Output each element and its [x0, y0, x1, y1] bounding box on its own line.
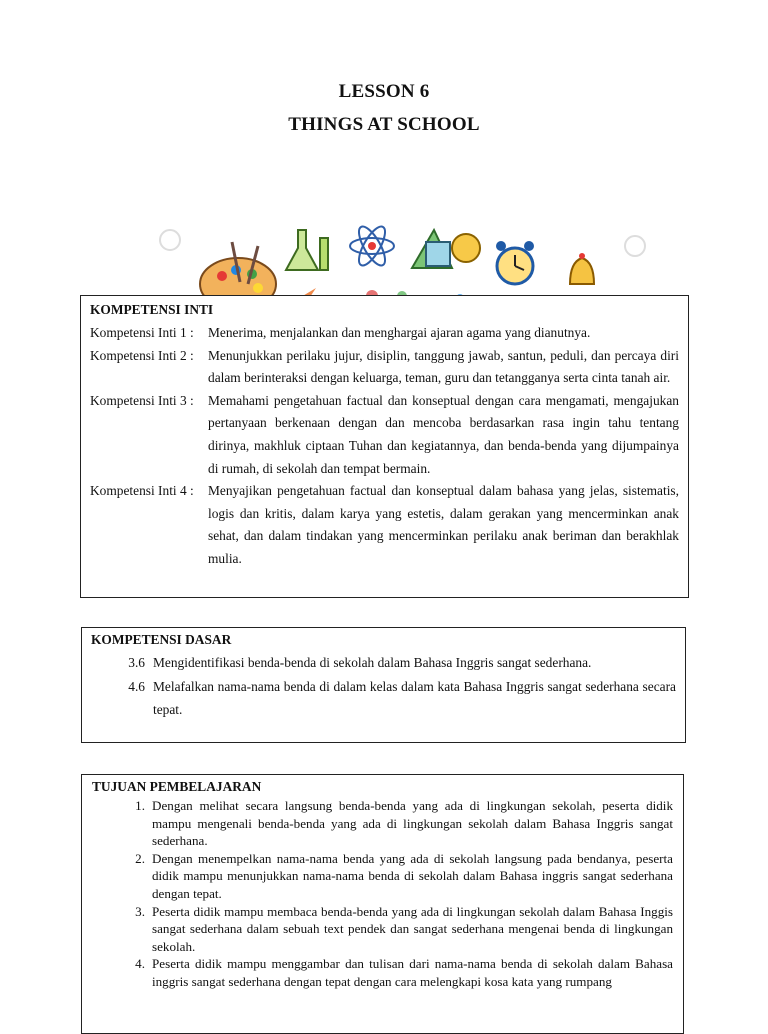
lesson-number: LESSON 6	[338, 81, 430, 102]
tujuan-item	[92, 903, 673, 956]
kompetensi-inti-item	[90, 480, 679, 570]
tujuan-item	[92, 850, 673, 903]
kd-text: Mengidentifikasi benda-benda di sekolah dalam Bahasa Inggris sangat sederhana.	[153, 655, 592, 670]
lesson-title: THINGS AT SCHOOL	[288, 114, 480, 135]
tp-number: 3.	[135, 903, 145, 919]
tujuan-item	[92, 797, 673, 850]
ki-text: Menerima, menjalankan dan menghargai ajaran agama yang dianutnya.	[208, 325, 591, 340]
tp-number: 2.	[135, 850, 145, 866]
kd-text: Melafalkan nama-nama benda di dalam kelas dalam kata Bahasa Inggris sangat sederhana secara tepat.	[153, 679, 676, 717]
kompetensi-dasar-box	[81, 627, 686, 743]
kompetensi-dasar-heading: KOMPETENSI DASAR	[91, 632, 232, 647]
kompetensi-inti-item	[90, 345, 679, 390]
kompetensi-inti-item	[90, 390, 679, 480]
ki-label: Kompetensi Inti 4 :	[90, 483, 194, 499]
kd-number: 3.6	[128, 655, 145, 670]
kompetensi-dasar-item	[91, 651, 676, 674]
tp-text: Peserta didik mampu membaca benda-benda yang ada di lingkungan sekolah dalam Bahasa Inggis sangat sederhana dalam sebuah text pendek dan sangat sederhana mengenai benda di lingkungan sekolah.	[152, 903, 673, 954]
kompetensi-dasar-item	[91, 675, 676, 721]
bell-icon	[570, 253, 594, 284]
ki-text: Menunjukkan perilaku jujur, disiplin, tanggung jawab, santun, peduli, dan percaya diri dalam berinteraksi dengan keluarga, teman, guru dan tetangganya serta cinta tanah air.	[208, 347, 679, 386]
alarm-clock-icon	[496, 241, 534, 284]
tp-text: Peserta didik mampu menggambar dan tulisan dari nama-nama benda di sekolah dalam Bahasa inggris sangat sederhana dengan tepat dengan cara melengkapi kosa kata yang rumpang	[152, 956, 673, 989]
ki-text: Memahami pengetahuan factual dan konseptual dengan cara mengamati, mengajukan pertanyaan berkenaan dengan dan mencoba berdasarkan rasa ingin tahu tentang dirinya, makhluk ciptaan Tuhan dan kegiatannya, dan benda-benda yang dijumpainya di rumah, di sekolah dan tempat bermain.	[208, 392, 679, 476]
tp-text: Dengan menempelkan nama-nama benda yang ada di sekolah langsung pada bendanya, peserta didik mampu menunjukkan nama-nama benda di sekolah dalam Bahasa inggris sangat sederhana dengan tepat.	[152, 850, 673, 901]
kompetensi-inti-heading: KOMPETENSI INTI	[90, 302, 214, 317]
kompetensi-inti-box	[80, 295, 689, 598]
atom-icon	[350, 223, 394, 269]
ki-label: Kompetensi Inti 3 :	[90, 392, 194, 408]
ki-text: Menyajikan pengetahuan factual dan konseptual dalam bahasa yang jelas, sistematis, logis dan kritis, dalam karya yang estetis, dalam gerakan yang mencerminkan anak sehat, dan dalam tindakan yang mencerminkan perilaku anak beriman dan berakhlak mulia.	[208, 483, 679, 566]
ki-label: Kompetensi Inti 1 :	[90, 325, 194, 340]
tujuan-item	[92, 955, 673, 990]
flask-icon	[286, 230, 328, 270]
tujuan-pembelajaran-heading: TUJUAN PEMBELAJARAN	[92, 779, 262, 794]
school-things-illustration	[140, 212, 660, 302]
tujuan-pembelajaran-box	[81, 774, 684, 1034]
kompetensi-inti-item	[90, 322, 679, 345]
kd-number: 4.6	[128, 679, 145, 694]
ki-label: Kompetensi Inti 2 :	[90, 347, 194, 363]
tp-text: Dengan melihat secara langsung benda-benda yang ada di lingkungan sekolah, peserta didik mampu mengenali benda-benda yang ada di lingkungan sekolah dalam Bahasa Inggris sangat sederhana.	[152, 798, 673, 849]
paint-palette-icon	[200, 242, 276, 302]
geometry-shapes-icon	[412, 230, 480, 268]
tp-number: 4.	[135, 956, 145, 972]
tp-number: 1.	[135, 798, 145, 813]
